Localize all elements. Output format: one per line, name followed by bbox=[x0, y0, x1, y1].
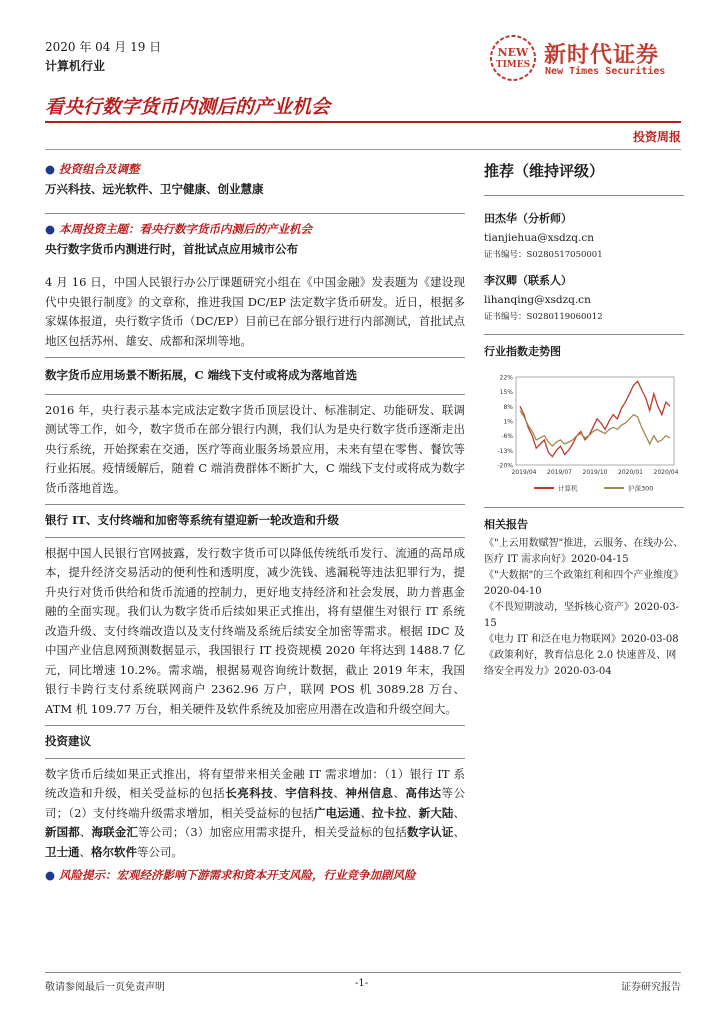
analyst-cert: 证书编号：S0280517050001 bbox=[484, 250, 603, 260]
bullet-icon: ● bbox=[45, 868, 56, 882]
stock-name: 宇信科技 bbox=[285, 786, 334, 800]
contact-email: lihanqing@xsdzq.cn bbox=[484, 294, 591, 306]
x-tick-label: 2019/04 bbox=[511, 469, 537, 476]
stock-name: 数字认证 bbox=[407, 825, 454, 839]
disclaimer-note: 敬请参阅最后一页免责声明 bbox=[45, 982, 165, 993]
chart-title: 行业指数走势图 bbox=[484, 345, 561, 358]
y-tick-label: -6% bbox=[501, 433, 513, 441]
heading-banking-it: 银行 IT、支付终端和加密等系统有望迎新一轮改造和升级 bbox=[45, 513, 339, 527]
section-theme: ● 本周投资主题：看央行数字货币内测后的产业机会 bbox=[45, 222, 313, 236]
main-content bbox=[45, 160, 465, 886]
logo-mark-times: TIMES bbox=[495, 60, 531, 70]
rating: 推荐（维持评级） bbox=[484, 162, 605, 180]
stock-name: 拉卡拉 bbox=[372, 805, 408, 820]
divider bbox=[45, 758, 465, 759]
sidebar bbox=[484, 160, 684, 680]
report-date: 2020 年 04 月 19 日 bbox=[45, 40, 162, 54]
legend-label: 沪深300 bbox=[628, 484, 654, 493]
stock-name: 广电运通 bbox=[314, 805, 361, 820]
related-report-item[interactable]: 《电力 IT 和泛在电力物联网》2020-03-08 bbox=[484, 634, 679, 645]
divider bbox=[484, 195, 684, 196]
paragraph-2: 2016 年，央行表示基本完成法定数字货币顶层设计、标准制定、功能研发、联调测试等工作，如今，数字货币在部分银行内测，我们认为是央行数字货币逐渐走出央行系统，开始探索在交通，医疗等商业服务场景应用，未来有望在零售、餐饮等行业拓展。疫情缓解后，随着 C 端消费群体不断扩大，C 端线下支付或将成为数字货币落地首选。 bbox=[45, 402, 465, 495]
company-name: 新时代证券 bbox=[544, 42, 660, 68]
divider bbox=[45, 351, 465, 358]
stock-name: 新国都 bbox=[45, 825, 80, 839]
plot-frame bbox=[516, 377, 674, 465]
related-report-item[interactable]: 《"上云用数赋智"推进，云服务、在线办公、医疗 IT 需求向好》2020-04-15 bbox=[484, 538, 684, 565]
industry-label: 计算机行业 bbox=[45, 59, 106, 73]
analyst-name: 田杰华（分析师） bbox=[484, 212, 572, 225]
portfolio-list: 万兴科技、远光软件、卫宁健康、创业慧康 bbox=[45, 181, 264, 196]
y-tick-label: 8% bbox=[503, 403, 513, 411]
related-reports-title: 相关报告 bbox=[484, 518, 528, 531]
series-line-hs300 bbox=[520, 411, 670, 447]
divider bbox=[484, 507, 684, 508]
logo-mark-new: NEW bbox=[497, 46, 529, 59]
heading-investment-advice: 投资建议 bbox=[45, 734, 91, 748]
title-divider bbox=[45, 121, 681, 123]
stock-name: 海联金汇 bbox=[91, 825, 138, 839]
section-portfolio: ● 投资组合及调整 bbox=[45, 162, 140, 176]
footer-label: 证券研究报告 bbox=[621, 982, 681, 993]
index-trend-chart bbox=[484, 369, 680, 499]
paragraph-3: 根据中国人民银行官网披露，发行数字货币可以降低传统纸币发行、流通的高昂成本，提升经济交易活动的便利性和透明度，减少洗钱、逃漏税等违法犯罪行为，提升央行对货币供给和货币流通的控制力，更好地支持经济和社会发展，助力普惠金融的全面实现。我们认为数字货币后续如果正式推出，将有望催生对银行 IT 系统改造升级、支付终端改造以及支付终端及系统后续安全加密等需求。根据 IDC 及中国产业信息网预测数据显示，我国银行 IT 投资规模 2020 年将达到 1488.7 亿元，同比增速 10.2%。需求端，根据易观咨询统计数据，截止 2019 年末，我国银行卡跨行支付系统联网商户 2362.96 万户，联网 POS 机 3089.28 万台、ATM 机 109.77 万台，相关硬件及软件系统及加密应用潜在改造和升级空间大。 bbox=[45, 545, 465, 716]
y-tick-label: -20% bbox=[497, 462, 513, 470]
company-logo-icon bbox=[488, 33, 538, 83]
y-tick-label: 1% bbox=[503, 418, 513, 426]
x-tick-label: 2020/01 bbox=[618, 469, 643, 476]
bullet-icon: ● bbox=[45, 162, 56, 176]
contact-cert: 证书编号：S0280119060012 bbox=[484, 312, 603, 322]
x-tick-label: 2020/04 bbox=[653, 469, 679, 476]
divider bbox=[45, 498, 465, 505]
y-tick-label: 15% bbox=[499, 389, 513, 397]
paragraph-4: 数字货币后续如果正式推出，将有望带来相关金融 IT 需求增加：（1）银行 IT 系统改造和升级，相关受益标的包括长亮科技、宇信科技、神州信息、高伟达等公司；（2）支付终端升级需求增加，相关受益标的包括广电运通、拉卡拉、新大陆、新国都、海联金汇等公司；（3）加密应用需求提升，相关受益标的包括数字认证、卫士通、格尔软件等公司。 bbox=[45, 766, 466, 859]
divider bbox=[45, 719, 465, 726]
page-number: -1- bbox=[355, 978, 369, 989]
bullet-icon: ● bbox=[45, 222, 56, 236]
stock-name: 长亮科技 bbox=[225, 786, 274, 800]
divider bbox=[484, 334, 684, 335]
contact-name: 李汉卿（联系人） bbox=[484, 274, 572, 287]
divider bbox=[45, 199, 465, 214]
risk-warning: ● 风险提示：宏观经济影响下游需求和资本开支风险，行业竞争加剧风险 bbox=[45, 868, 416, 882]
stock-name: 卫士通 bbox=[45, 844, 80, 859]
stock-name: 格尔软件 bbox=[91, 844, 137, 859]
company-name-en: New Times Securities bbox=[545, 66, 666, 77]
x-tick-label: 2019/10 bbox=[582, 469, 608, 476]
related-report-item[interactable]: 《政策利好，教育信息化 2.0 快速普及、网络安全再发力》2020-03-04 bbox=[484, 650, 677, 677]
page-title: 看央行数字货币内测后的产业机会 bbox=[45, 96, 331, 118]
related-reports-list bbox=[484, 536, 684, 680]
x-tick-label: 2019/07 bbox=[547, 469, 572, 476]
heading-scenarios: 数字货币应用场景不断拓展，C 端线下支付或将成为落地首选 bbox=[45, 368, 358, 382]
paragraph-1: 4 月 16 日，中国人民银行办公厅课题研究小组在《中国金融》发表题为《建设现代中央银行制度》的文章称，推进我国 DC/EP 法定数字货币研发。近日，根据多家媒体报道，央行数字货币（DC/EP）目前已在部分银行进行内部测试，首批试点地区包括苏州、雄安、成都和深圳等地。 bbox=[45, 275, 465, 348]
footer-divider bbox=[45, 972, 681, 973]
stock-name: 新大陆 bbox=[418, 805, 454, 820]
series-line-computer bbox=[520, 381, 670, 456]
analyst-email: tianjiehua@xsdzq.cn bbox=[484, 232, 594, 244]
stock-name: 高伟达 bbox=[405, 786, 442, 800]
y-tick-label: 22% bbox=[499, 374, 513, 382]
related-report-item[interactable]: 《不畏短期波动，坚拆核心资产》2020-03-15 bbox=[484, 602, 679, 629]
header-divider bbox=[45, 149, 681, 150]
report-type: 投资周报 bbox=[632, 130, 681, 144]
related-report-item[interactable]: 《"大数据"的三个政策红利和四个产业维度》2020-04-10 bbox=[484, 570, 684, 597]
divider bbox=[45, 394, 465, 395]
legend-label: 计算机 bbox=[558, 484, 578, 493]
stock-name: 神州信息 bbox=[345, 786, 394, 800]
y-tick-label: -13% bbox=[497, 447, 513, 455]
divider bbox=[45, 537, 465, 538]
theme-subtitle: 央行数字货币内测进行时，首批试点应用城市公布 bbox=[45, 241, 298, 256]
